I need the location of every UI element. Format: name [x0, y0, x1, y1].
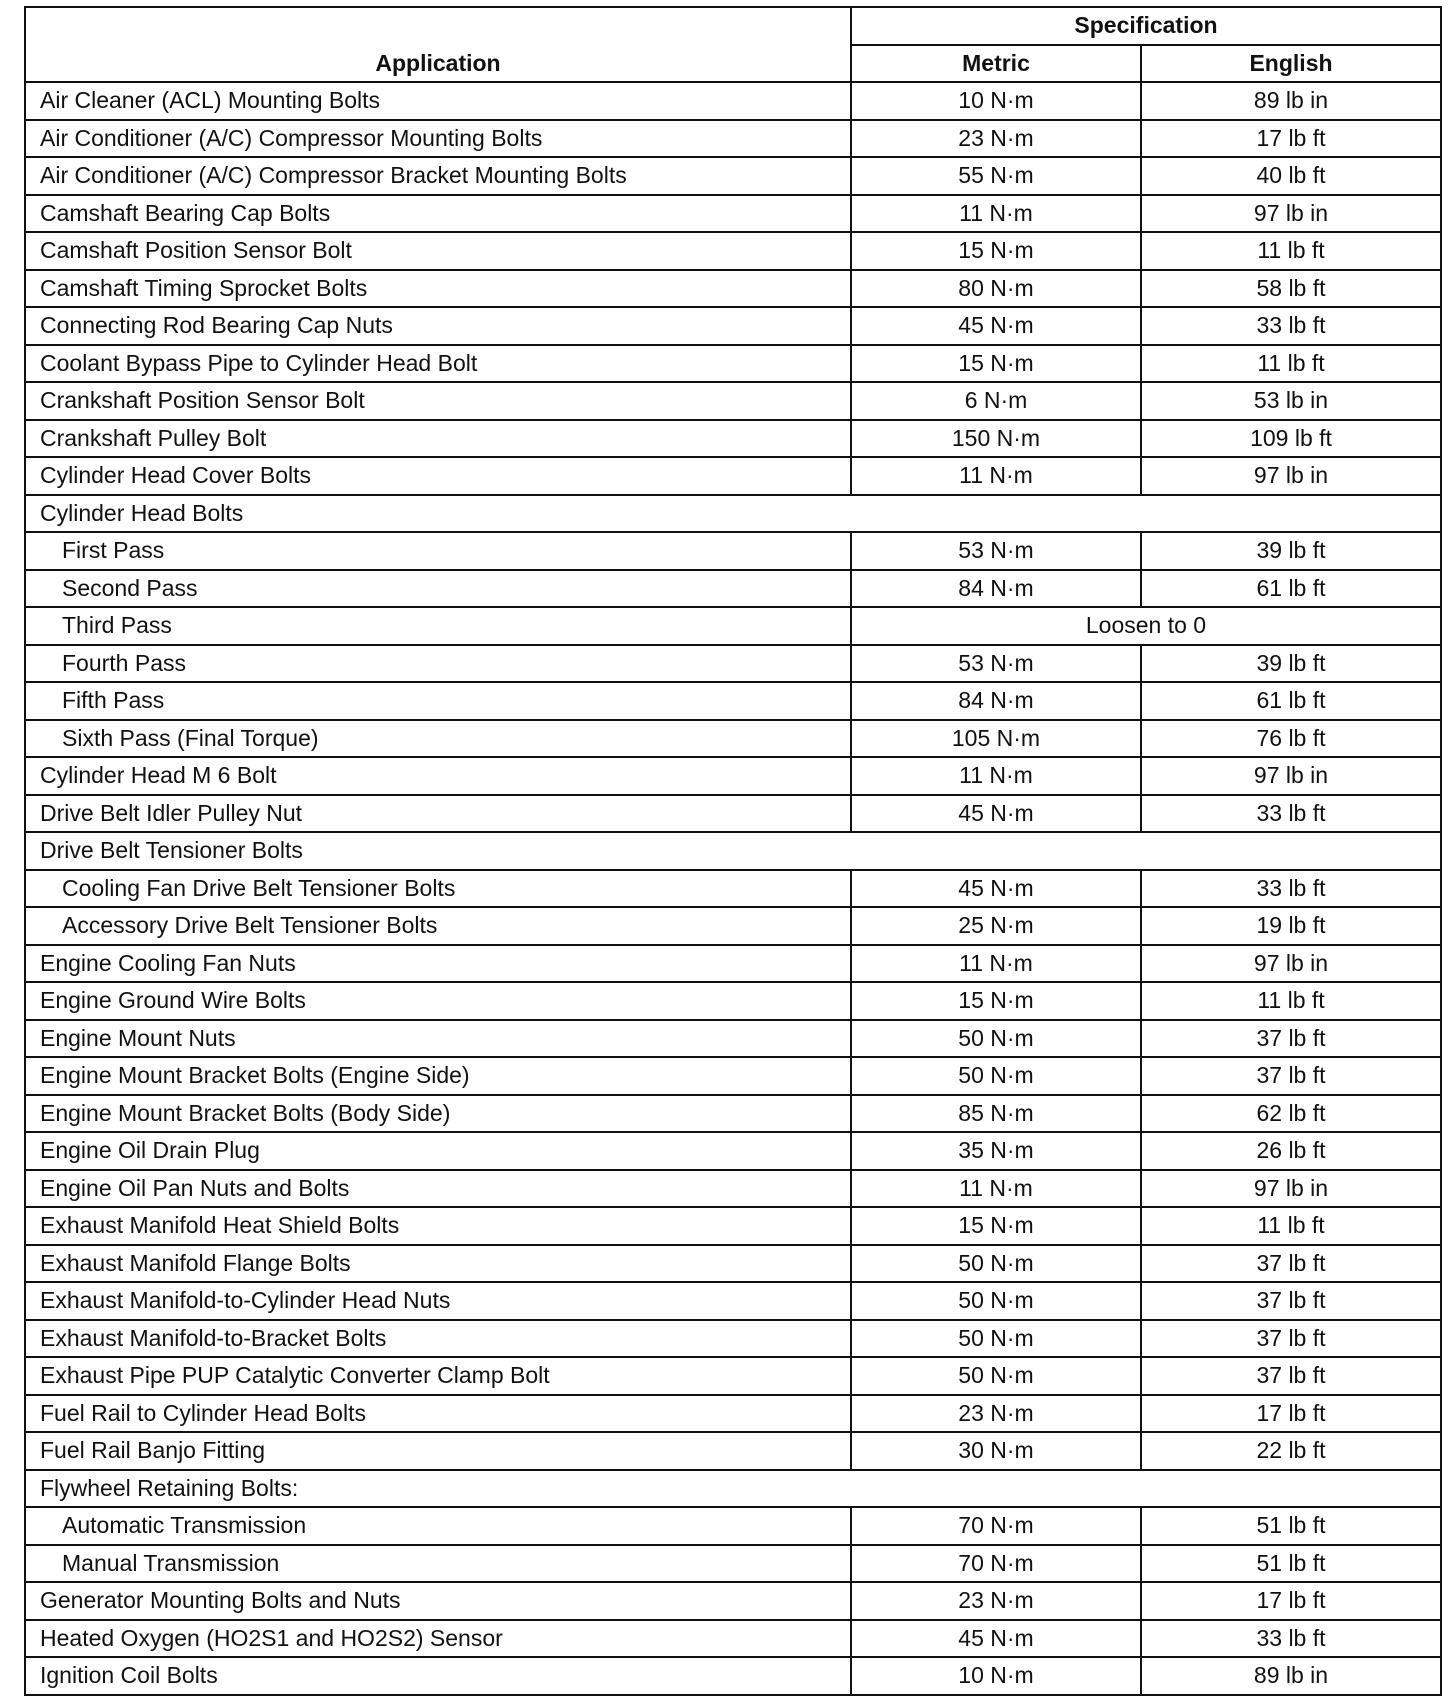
metric-cell: 50 N·m [851, 1282, 1141, 1320]
table-row [25, 1245, 1441, 1283]
metric-cell: 50 N·m [851, 1020, 1141, 1058]
metric-cell: 23 N·m [851, 120, 1141, 158]
application-cell: Camshaft Position Sensor Bolt [25, 232, 851, 270]
metric-cell: 15 N·m [851, 1207, 1141, 1245]
table-row [25, 1395, 1441, 1433]
table-row [25, 1357, 1441, 1395]
application-cell: Air Conditioner (A/C) Compressor Mounting Bolts [25, 120, 851, 158]
table-row [25, 1432, 1441, 1470]
application-cell: Exhaust Manifold Flange Bolts [25, 1245, 851, 1283]
group-row [25, 1470, 1441, 1508]
application-cell: Generator Mounting Bolts and Nuts [25, 1582, 851, 1620]
spanned-spec-cell: Loosen to 0 [851, 607, 1441, 645]
english-cell: 39 lb ft [1141, 645, 1441, 683]
english-cell: 33 lb ft [1141, 307, 1441, 345]
english-cell: 51 lb ft [1141, 1545, 1441, 1583]
metric-cell: 11 N·m [851, 1170, 1141, 1208]
metric-cell: 15 N·m [851, 345, 1141, 383]
metric-cell: 84 N·m [851, 682, 1141, 720]
english-cell: 37 lb ft [1141, 1057, 1441, 1095]
table-row [25, 607, 1441, 645]
application-cell: Drive Belt Idler Pulley Nut [25, 795, 851, 833]
metric-cell: 10 N·m [851, 82, 1141, 120]
table-row [25, 120, 1441, 158]
metric-cell: 23 N·m [851, 1395, 1141, 1433]
english-header: English [1141, 45, 1441, 83]
table-row [25, 457, 1441, 495]
table-row [25, 907, 1441, 945]
application-cell: Crankshaft Pulley Bolt [25, 420, 851, 458]
header-row-top [25, 7, 1441, 45]
english-cell: 33 lb ft [1141, 795, 1441, 833]
application-cell: Engine Oil Pan Nuts and Bolts [25, 1170, 851, 1208]
metric-cell: 53 N·m [851, 645, 1141, 683]
table-body [25, 82, 1441, 1695]
application-cell: Cylinder Head Cover Bolts [25, 457, 851, 495]
table-row [25, 1545, 1441, 1583]
application-cell: Crankshaft Position Sensor Bolt [25, 382, 851, 420]
group-spacer [851, 1470, 1441, 1508]
english-cell: 97 lb in [1141, 195, 1441, 233]
table-row [25, 1582, 1441, 1620]
application-cell: Engine Cooling Fan Nuts [25, 945, 851, 983]
application-cell: Air Conditioner (A/C) Compressor Bracket Mounting Bolts [25, 157, 851, 195]
table-row [25, 982, 1441, 1020]
english-cell: 33 lb ft [1141, 870, 1441, 908]
english-cell: 37 lb ft [1141, 1320, 1441, 1358]
metric-cell: 45 N·m [851, 1620, 1141, 1658]
english-cell: 37 lb ft [1141, 1282, 1441, 1320]
english-cell: 89 lb in [1141, 82, 1441, 120]
metric-cell: 105 N·m [851, 720, 1141, 758]
metric-cell: 70 N·m [851, 1507, 1141, 1545]
table-row [25, 1320, 1441, 1358]
application-cell: Exhaust Manifold-to-Cylinder Head Nuts [25, 1282, 851, 1320]
table-row [25, 382, 1441, 420]
english-cell: 19 lb ft [1141, 907, 1441, 945]
application-cell: Cylinder Head M 6 Bolt [25, 757, 851, 795]
metric-cell: 45 N·m [851, 870, 1141, 908]
application-cell: First Pass [25, 532, 851, 570]
metric-cell: 11 N·m [851, 945, 1141, 983]
fastener-torque-table [24, 6, 1442, 1696]
table-row [25, 1057, 1441, 1095]
application-cell: Engine Ground Wire Bolts [25, 982, 851, 1020]
table-row [25, 1132, 1441, 1170]
metric-cell: 35 N·m [851, 1132, 1141, 1170]
application-cell: Engine Mount Nuts [25, 1020, 851, 1058]
table-row [25, 307, 1441, 345]
english-cell: 53 lb in [1141, 382, 1441, 420]
metric-cell: 15 N·m [851, 982, 1141, 1020]
table-row [25, 232, 1441, 270]
specification-header: Specification [851, 7, 1441, 45]
english-cell: 11 lb ft [1141, 982, 1441, 1020]
application-cell: Second Pass [25, 570, 851, 608]
english-cell: 33 lb ft [1141, 1620, 1441, 1658]
metric-cell: 45 N·m [851, 307, 1141, 345]
group-spacer [851, 495, 1441, 533]
application-cell: Manual Transmission [25, 1545, 851, 1583]
metric-cell: 25 N·m [851, 907, 1141, 945]
group-label: Flywheel Retaining Bolts: [25, 1470, 851, 1508]
english-cell: 51 lb ft [1141, 1507, 1441, 1545]
metric-header: Metric [851, 45, 1141, 83]
english-cell: 22 lb ft [1141, 1432, 1441, 1470]
table-row [25, 1170, 1441, 1208]
english-cell: 37 lb ft [1141, 1357, 1441, 1395]
english-cell: 17 lb ft [1141, 1395, 1441, 1433]
application-cell: Sixth Pass (Final Torque) [25, 720, 851, 758]
application-cell: Coolant Bypass Pipe to Cylinder Head Bolt [25, 345, 851, 383]
table-row [25, 682, 1441, 720]
metric-cell: 11 N·m [851, 457, 1141, 495]
table-row [25, 1207, 1441, 1245]
metric-cell: 70 N·m [851, 1545, 1141, 1583]
english-cell: 97 lb in [1141, 457, 1441, 495]
metric-cell: 23 N·m [851, 1582, 1141, 1620]
table-row [25, 1620, 1441, 1658]
metric-cell: 53 N·m [851, 532, 1141, 570]
english-cell: 11 lb ft [1141, 1207, 1441, 1245]
english-cell: 39 lb ft [1141, 532, 1441, 570]
table-row [25, 570, 1441, 608]
table-row [25, 532, 1441, 570]
group-label: Drive Belt Tensioner Bolts [25, 832, 851, 870]
metric-cell: 55 N·m [851, 157, 1141, 195]
english-cell: 89 lb in [1141, 1657, 1441, 1695]
english-cell: 61 lb ft [1141, 570, 1441, 608]
english-cell: 11 lb ft [1141, 232, 1441, 270]
metric-cell: 10 N·m [851, 1657, 1141, 1695]
table-row [25, 1507, 1441, 1545]
table-row [25, 1095, 1441, 1133]
group-row [25, 495, 1441, 533]
english-cell: 40 lb ft [1141, 157, 1441, 195]
table-row [25, 720, 1441, 758]
table-row [25, 195, 1441, 233]
metric-cell: 11 N·m [851, 757, 1141, 795]
application-cell: Engine Mount Bracket Bolts (Body Side) [25, 1095, 851, 1133]
table-row [25, 1020, 1441, 1058]
table-row [25, 82, 1441, 120]
table-row [25, 795, 1441, 833]
english-cell: 97 lb in [1141, 945, 1441, 983]
group-label: Cylinder Head Bolts [25, 495, 851, 533]
metric-cell: 6 N·m [851, 382, 1141, 420]
metric-cell: 15 N·m [851, 232, 1141, 270]
table-row [25, 645, 1441, 683]
application-cell: Fifth Pass [25, 682, 851, 720]
application-cell: Camshaft Bearing Cap Bolts [25, 195, 851, 233]
metric-cell: 50 N·m [851, 1057, 1141, 1095]
application-cell: Exhaust Manifold Heat Shield Bolts [25, 1207, 851, 1245]
english-cell: 61 lb ft [1141, 682, 1441, 720]
metric-cell: 84 N·m [851, 570, 1141, 608]
table-row [25, 270, 1441, 308]
application-cell: Engine Mount Bracket Bolts (Engine Side) [25, 1057, 851, 1095]
application-cell: Cooling Fan Drive Belt Tensioner Bolts [25, 870, 851, 908]
application-cell: Accessory Drive Belt Tensioner Bolts [25, 907, 851, 945]
application-cell: Fuel Rail to Cylinder Head Bolts [25, 1395, 851, 1433]
application-cell: Ignition Coil Bolts [25, 1657, 851, 1695]
metric-cell: 11 N·m [851, 195, 1141, 233]
group-spacer [851, 832, 1441, 870]
application-cell: Heated Oxygen (HO2S1 and HO2S2) Sensor [25, 1620, 851, 1658]
metric-cell: 150 N·m [851, 420, 1141, 458]
table-row [25, 345, 1441, 383]
english-cell: 97 lb in [1141, 1170, 1441, 1208]
application-cell: Camshaft Timing Sprocket Bolts [25, 270, 851, 308]
english-cell: 62 lb ft [1141, 1095, 1441, 1133]
english-cell: 76 lb ft [1141, 720, 1441, 758]
table-row [25, 1657, 1441, 1695]
application-cell: Air Cleaner (ACL) Mounting Bolts [25, 82, 851, 120]
english-cell: 37 lb ft [1141, 1245, 1441, 1283]
english-cell: 17 lb ft [1141, 120, 1441, 158]
english-cell: 11 lb ft [1141, 345, 1441, 383]
english-cell: 37 lb ft [1141, 1020, 1441, 1058]
table-row [25, 945, 1441, 983]
english-cell: 17 lb ft [1141, 1582, 1441, 1620]
metric-cell: 45 N·m [851, 795, 1141, 833]
table-row [25, 157, 1441, 195]
application-cell: Engine Oil Drain Plug [25, 1132, 851, 1170]
metric-cell: 85 N·m [851, 1095, 1141, 1133]
metric-cell: 50 N·m [851, 1357, 1141, 1395]
table-row [25, 870, 1441, 908]
table-row [25, 1282, 1441, 1320]
english-cell: 97 lb in [1141, 757, 1441, 795]
application-cell: Fourth Pass [25, 645, 851, 683]
metric-cell: 30 N·m [851, 1432, 1141, 1470]
application-cell: Connecting Rod Bearing Cap Nuts [25, 307, 851, 345]
application-cell: Fuel Rail Banjo Fitting [25, 1432, 851, 1470]
group-row [25, 832, 1441, 870]
table-row [25, 420, 1441, 458]
application-cell: Exhaust Pipe PUP Catalytic Converter Clamp Bolt [25, 1357, 851, 1395]
english-cell: 109 lb ft [1141, 420, 1441, 458]
application-header: Application [25, 7, 851, 82]
application-cell: Third Pass [25, 607, 851, 645]
english-cell: 58 lb ft [1141, 270, 1441, 308]
table-row [25, 757, 1441, 795]
metric-cell: 80 N·m [851, 270, 1141, 308]
english-cell: 26 lb ft [1141, 1132, 1441, 1170]
application-cell: Exhaust Manifold-to-Bracket Bolts [25, 1320, 851, 1358]
application-cell: Automatic Transmission [25, 1507, 851, 1545]
metric-cell: 50 N·m [851, 1320, 1141, 1358]
metric-cell: 50 N·m [851, 1245, 1141, 1283]
